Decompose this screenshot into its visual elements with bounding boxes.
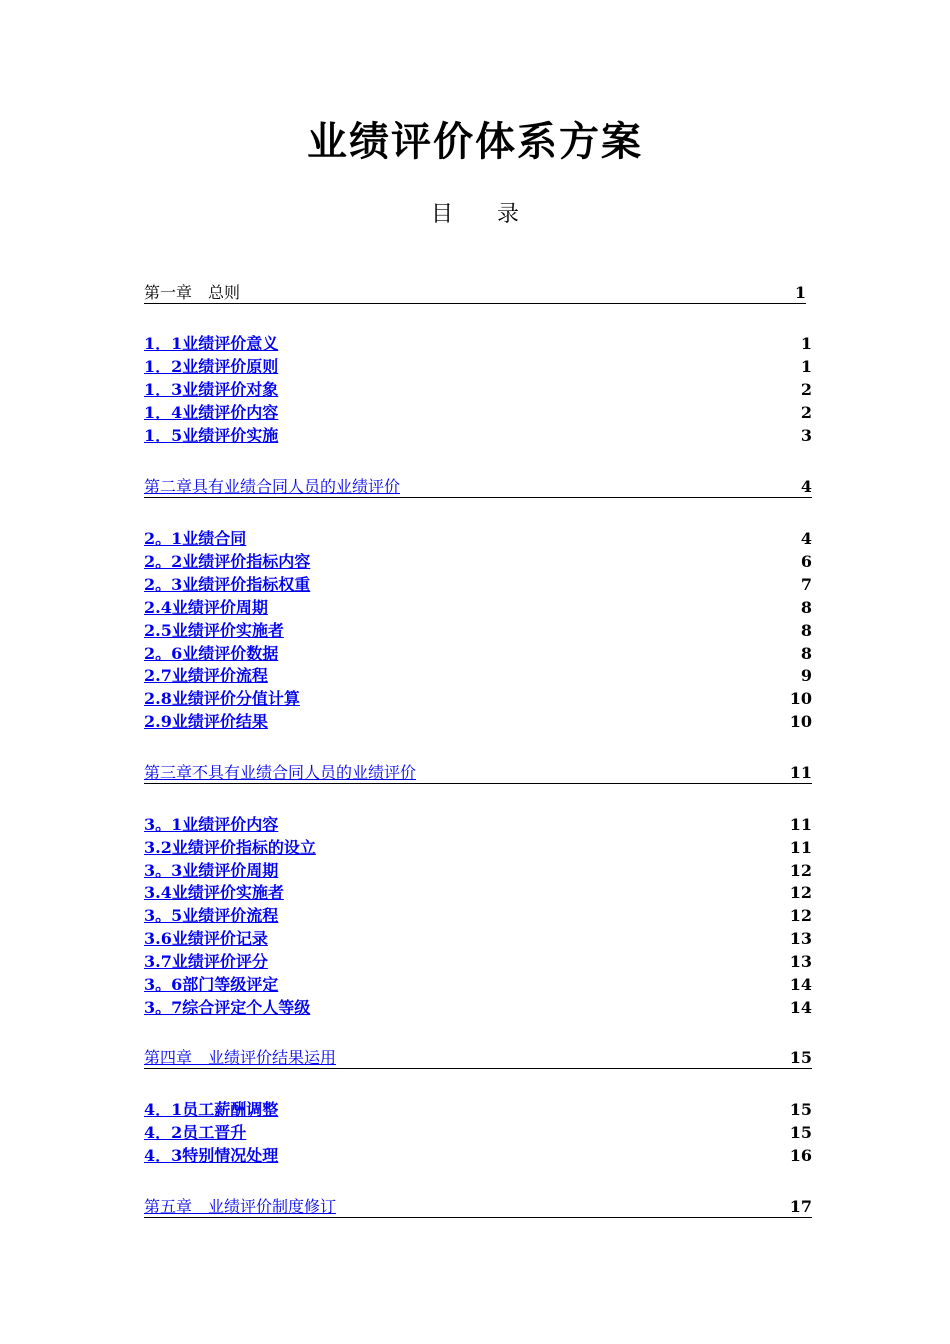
toc-entry-link[interactable]: 4．3特别情况处理 bbox=[144, 1146, 279, 1165]
toc-entry[interactable] bbox=[144, 974, 812, 996]
toc-chapter-3[interactable] bbox=[144, 763, 812, 784]
toc-entry-link[interactable]: 3。7综合评定个人等级 bbox=[144, 998, 311, 1017]
toc-page-number: 4 bbox=[800, 529, 812, 548]
toc-page-number: 9 bbox=[800, 666, 812, 685]
toc-entry[interactable] bbox=[144, 1145, 812, 1167]
toc-entry[interactable] bbox=[144, 814, 812, 836]
toc-chapter-link[interactable]: 第五章 业绩评价制度修订 bbox=[144, 1197, 337, 1216]
toc-entry-link[interactable]: 2.4业绩评价周期 bbox=[144, 598, 268, 617]
toc-page-number: 1 bbox=[800, 334, 812, 353]
toc-page-number: 17 bbox=[789, 1197, 812, 1216]
toc-page-number: 8 bbox=[800, 621, 812, 640]
toc-entry-link[interactable]: 2.7业绩评价流程 bbox=[144, 666, 268, 685]
toc-page-number: 12 bbox=[789, 906, 812, 925]
toc-page-number: 4 bbox=[800, 477, 812, 496]
toc-chapter-link[interactable]: 第二章具有业绩合同人员的业绩评价 bbox=[144, 477, 401, 496]
toc-chapter-4[interactable] bbox=[144, 1048, 812, 1069]
toc-entry[interactable] bbox=[144, 643, 812, 665]
toc-entry-link[interactable]: 2。1业绩合同 bbox=[144, 529, 247, 548]
toc-page-number: 3 bbox=[800, 426, 812, 445]
toc-entry[interactable] bbox=[144, 860, 812, 882]
toc-entry-link[interactable]: 1．1业绩评价意义 bbox=[144, 334, 279, 353]
toc-page-number: 12 bbox=[789, 861, 812, 880]
toc-entry[interactable] bbox=[144, 928, 812, 950]
toc-page-number: 15 bbox=[789, 1048, 812, 1067]
toc-page-number: 10 bbox=[789, 712, 812, 731]
toc-entry-link[interactable]: 2。6业绩评价数据 bbox=[144, 644, 279, 663]
toc-page-number: 15 bbox=[789, 1100, 812, 1119]
toc-entry-link[interactable]: 2.8业绩评价分值计算 bbox=[144, 689, 300, 708]
toc-chapter-5[interactable] bbox=[144, 1197, 812, 1218]
toc-entry[interactable] bbox=[144, 905, 812, 927]
toc-entry-link[interactable]: 2。3业绩评价指标权重 bbox=[144, 575, 311, 594]
toc-page-number: 2 bbox=[800, 403, 812, 422]
toc-entry[interactable] bbox=[144, 597, 812, 619]
toc-heading-char-1: 目 bbox=[430, 202, 453, 227]
toc-page-number: 12 bbox=[789, 883, 812, 902]
toc-entry[interactable] bbox=[144, 528, 812, 550]
toc-chapter-label: 第一章 总则 bbox=[144, 283, 241, 302]
toc-entry-link[interactable]: 3。5业绩评价流程 bbox=[144, 906, 279, 925]
toc-entry-link[interactable]: 4．1员工薪酬调整 bbox=[144, 1100, 279, 1119]
toc-entry-link[interactable]: 3.4业绩评价实施者 bbox=[144, 883, 284, 902]
toc-page-number: 14 bbox=[789, 975, 812, 994]
toc-heading-char-2: 录 bbox=[497, 202, 520, 227]
toc-entry-link[interactable]: 3.7业绩评价评分 bbox=[144, 952, 268, 971]
toc-page-number: 6 bbox=[800, 552, 812, 571]
toc-page-number: 13 bbox=[789, 952, 812, 971]
toc-entry[interactable] bbox=[144, 356, 812, 378]
toc-page-number: 13 bbox=[789, 929, 812, 948]
toc-chapter-1[interactable] bbox=[144, 283, 806, 304]
toc-entry[interactable] bbox=[144, 333, 812, 355]
toc-entry-link[interactable]: 3.6业绩评价记录 bbox=[144, 929, 268, 948]
toc-page-number: 1 bbox=[800, 357, 812, 376]
toc-entry-link[interactable]: 3。6部门等级评定 bbox=[144, 975, 279, 994]
toc-entry-link[interactable]: 1．4业绩评价内容 bbox=[144, 403, 279, 422]
toc-page-number: 8 bbox=[800, 598, 812, 617]
toc-page-number: 14 bbox=[789, 998, 812, 1017]
toc-entry[interactable] bbox=[144, 551, 812, 573]
toc-entry[interactable] bbox=[144, 620, 812, 642]
toc-chapter-link[interactable]: 第四章 业绩评价结果运用 bbox=[144, 1048, 337, 1067]
toc-entry[interactable] bbox=[144, 1122, 812, 1144]
toc-entry-link[interactable]: 3.2业绩评价指标的设立 bbox=[144, 838, 316, 857]
toc-entry-link[interactable]: 3。1业绩评价内容 bbox=[144, 815, 279, 834]
document-title: 业绩评价体系方案 bbox=[307, 118, 643, 165]
toc-entry[interactable] bbox=[144, 997, 812, 1019]
toc-page-number: 15 bbox=[789, 1123, 812, 1142]
toc-entry[interactable] bbox=[144, 425, 812, 447]
toc-chapter-link[interactable]: 第三章不具有业绩合同人员的业绩评价 bbox=[144, 763, 417, 782]
toc-page-number: 11 bbox=[789, 763, 812, 782]
toc-entry[interactable] bbox=[144, 1099, 812, 1121]
toc-entry[interactable] bbox=[144, 837, 812, 859]
toc-page-number: 8 bbox=[800, 644, 812, 663]
toc-page-number: 1 bbox=[794, 283, 806, 302]
toc-entry[interactable] bbox=[144, 574, 812, 596]
toc-entry[interactable] bbox=[144, 951, 812, 973]
toc-entry-link[interactable]: 2.9业绩评价结果 bbox=[144, 712, 268, 731]
toc-entry[interactable] bbox=[144, 402, 812, 424]
toc-entry-link[interactable]: 1．3业绩评价对象 bbox=[144, 380, 279, 399]
toc-entry-link[interactable]: 4．2员工晋升 bbox=[144, 1123, 247, 1142]
toc-page-number: 16 bbox=[789, 1146, 812, 1165]
toc-heading bbox=[0, 202, 950, 228]
toc-entry[interactable] bbox=[144, 665, 812, 687]
toc-page-number: 10 bbox=[789, 689, 812, 708]
toc-entry[interactable] bbox=[144, 711, 812, 733]
toc-entry-link[interactable]: 3。3业绩评价周期 bbox=[144, 861, 279, 880]
toc-entry-link[interactable]: 2.5业绩评价实施者 bbox=[144, 621, 284, 640]
toc-page-number: 11 bbox=[789, 838, 812, 857]
toc-entry-link[interactable]: 2。2业绩评价指标内容 bbox=[144, 552, 311, 571]
toc-entry[interactable] bbox=[144, 882, 812, 904]
toc-chapter-2[interactable] bbox=[144, 477, 812, 498]
toc-entry[interactable] bbox=[144, 379, 812, 401]
toc-page-number: 11 bbox=[789, 815, 812, 834]
toc-entry-link[interactable]: 1．2业绩评价原则 bbox=[144, 357, 279, 376]
toc-entry[interactable] bbox=[144, 688, 812, 710]
toc-page-number: 7 bbox=[800, 575, 812, 594]
toc-page-number: 2 bbox=[800, 380, 812, 399]
toc-entry-link[interactable]: 1．5业绩评价实施 bbox=[144, 426, 279, 445]
